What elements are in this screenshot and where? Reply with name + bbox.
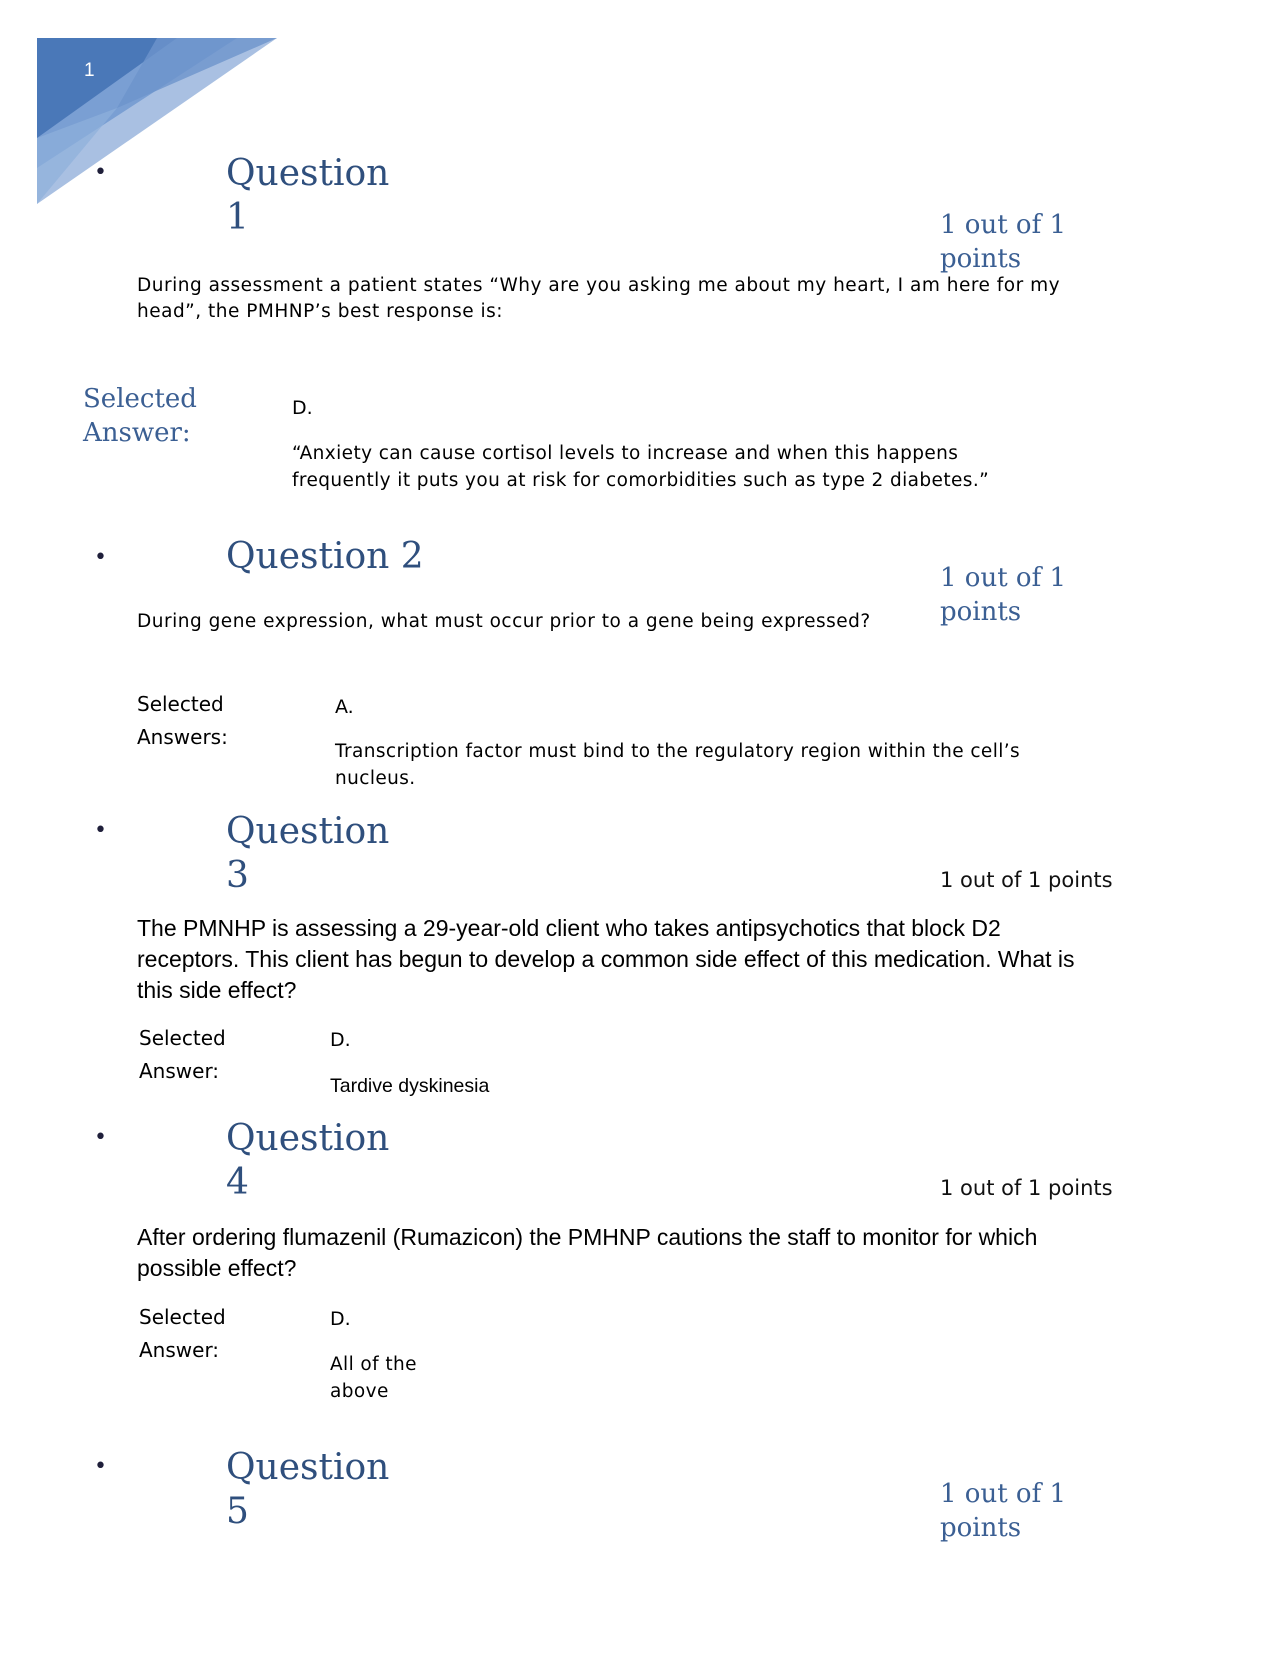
bullet: • bbox=[94, 160, 107, 185]
bullet: • bbox=[94, 1125, 107, 1150]
question-text: During assessment a patient states “Why are you asking me about my heart, I am here for my head”, the PMHNP’s best response is: bbox=[137, 275, 1061, 322]
selected-answer-label: Selected Answer: bbox=[139, 1026, 226, 1083]
answer-text: Transcription factor must bind to the regulatory region within the cell’s nucleus. bbox=[335, 741, 1021, 789]
question-title: Question 4 bbox=[226, 1118, 390, 1203]
question-title: Question 3 bbox=[226, 811, 390, 896]
bullet: • bbox=[94, 1454, 107, 1479]
selected-answer-label: Selected Answers: bbox=[137, 692, 228, 749]
answer-text: “Anxiety can cause cortisol levels to increase and when this happens frequently it puts you at risk for comorbidities such as type 2 diabetes.” bbox=[292, 443, 990, 491]
bullet: • bbox=[94, 545, 107, 570]
points-label: 1 out of 1 points bbox=[940, 868, 1113, 892]
question-text: The PMNHP is assessing a 29-year-old client who takes antipsychotics that block D2 receptors. This client has begun to develop a common side effect of this medication. What is this side effect? bbox=[137, 915, 1075, 1003]
selected-answer-label: Selected Answer: bbox=[83, 384, 197, 448]
question-title: Question 2 bbox=[226, 536, 424, 577]
question-title: Question 5 bbox=[226, 1447, 390, 1532]
question-text: After ordering flumazenil (Rumazicon) the PMHNP cautions the staff to monitor for which possible effect? bbox=[137, 1224, 1038, 1281]
bullet: • bbox=[94, 818, 107, 843]
answer-letter: D. bbox=[330, 1029, 351, 1051]
question-text: During gene expression, what must occur prior to a gene being expressed? bbox=[137, 611, 871, 632]
answer-text: All of the above bbox=[330, 1354, 417, 1402]
answer-letter: D. bbox=[330, 1308, 351, 1330]
points-label: 1 out of 1 points bbox=[940, 1176, 1113, 1200]
page-number: 1 bbox=[84, 60, 95, 81]
answer-letter: A. bbox=[335, 696, 354, 718]
points-label: 1 out of 1 points bbox=[940, 210, 1067, 274]
answer-text: Tardive dyskinesia bbox=[330, 1075, 490, 1097]
points-label: 1 out of 1 points bbox=[940, 563, 1067, 627]
answer-letter: D. bbox=[292, 397, 313, 419]
selected-answer-label: Selected Answer: bbox=[139, 1305, 226, 1362]
points-label: 1 out of 1 points bbox=[940, 1479, 1067, 1543]
question-title: Question 1 bbox=[226, 153, 390, 238]
